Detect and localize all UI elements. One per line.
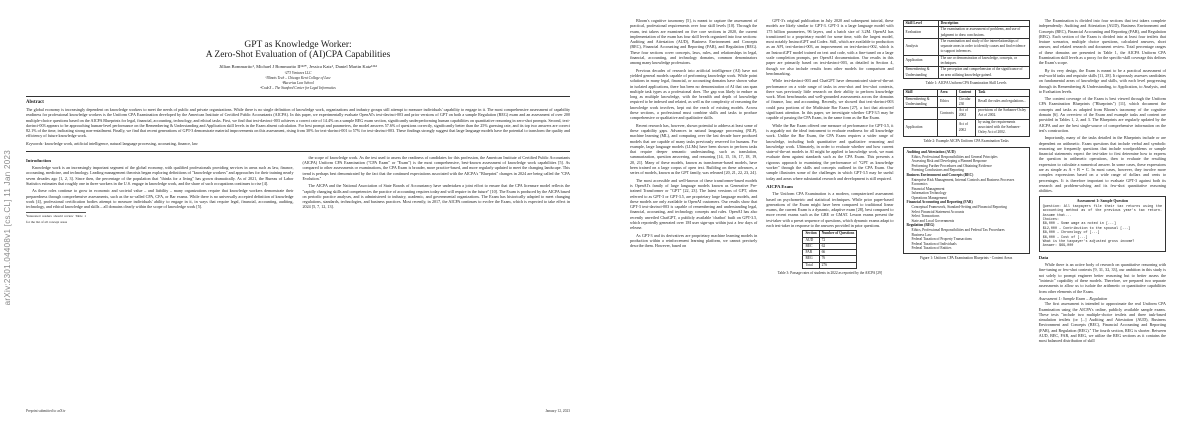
- blueprint-item: Assessing Risk and Developing a Planned Response: [911, 159, 987, 164]
- arxiv-stamp: arXiv:2301.04408v1 [cs.CL] 11 Jan 2023: [3, 150, 12, 306]
- table-cell: Total: [803, 262, 819, 268]
- section-heading-introduction: Introduction: [26, 157, 51, 163]
- table-example-tasks: [903, 89, 1030, 136]
- affiliation: ¹273 Ventures LLC: [284, 71, 312, 75]
- table-header: Skill Level: [903, 21, 938, 27]
- table-cell: AUD: [803, 237, 819, 243]
- table-cell: Recall the rules and regulations...: [976, 96, 1030, 108]
- table-cell: The examination and study of the interrelationships of separate areas in order to identify causes and find evidence to support inferences.: [938, 38, 1029, 55]
- table-cell: Act of 2002: [956, 119, 975, 136]
- abstract-heading: Abstract: [26, 100, 44, 105]
- table-cell: Ethics: [938, 96, 957, 108]
- table-caption: Table 3: Passage rates of students in 2022 as reported by the AICPA [29]: [777, 271, 883, 276]
- blueprint-group-title: Financial Accounting and Reporting (FAR): [906, 200, 973, 205]
- preprint-label: Preprint submitted to arXiv: [26, 409, 66, 413]
- question-text: All taxpayers file their tax returns using the accounting method as of the previous year's tax return. Assume that...: [1042, 204, 1162, 218]
- table-cell: 66: [819, 250, 857, 256]
- blueprint-group-title: Regulation (REG): [906, 223, 935, 228]
- paragraph: Previous decades of research into artificial intelligence (AI) have not yielded general models capable of performing knowledge work. While point solutions in many legal, financial, or accounting domains have shown value in isolated applications, there has been no demonstration of AI that can span multiple task types as a professional does. The gap was likely to endure as long as multiple knowledge, with the breadth and depth of knowledge required to be indexed and related, as well as the complexity of reasoning the knowledge work involves, kept out the reach of existing models. Across these sections, a professional must combine skills and tasks to produce comprehensive or qualitative and qualitative skills.: [630, 67, 758, 121]
- paragraph: The content coverage of the Exam is best viewed through the Uniform CPA Examination Blueprints ("Blueprints") [11], which document the concepts and tasks as adapted from Bloom's taxonomy of the cognitive domain [6]. An overview of the Exam and example tasks and content are provided in Tables 1, 2, and 3. The Blueprints are regularly updated by the AICPA and are the best single-source of comprehensive information on the test's construction.: [1038, 96, 1166, 133]
- table-header: Section: [803, 231, 819, 237]
- table-row: [903, 55, 1029, 67]
- choices-label: Choices:: [1042, 218, 1060, 223]
- paragraph: the scope of knowledge work. As the test used to assess the readiness of candidates for this profession, the American Institute of Certified Public Accountants (AICPA) Uniform CPA Examination ("CPA Exam" or "Exam") is the most comprehensive, best-known assessment of knowledge work capabilities [5]. As compared to other assessments or examinations, the CPA Exam is broader, more practice-based, and more regularly updated to meet the changing landscape. This trend is perhaps best demonstrated by the fact that the continued expectations associated with the AICPA's "Blueprint" changes in 2024 are being called the "CPA Evolution.": [302, 154, 570, 181]
- assessment-sample-box: [1039, 196, 1166, 252]
- blueprint-item: Operations Management: [911, 195, 947, 200]
- column-left: [26, 155, 294, 225]
- keywords: [26, 141, 570, 146]
- blueprint-item: Business Law: [911, 232, 932, 237]
- body-columns: [26, 155, 570, 225]
- blueprint-item: Financial Management: [911, 186, 945, 191]
- blueprint-item: Ethics, Professional Responsibilities and Federal Tax Procedures: [911, 228, 1005, 233]
- body-columns: [630, 18, 1166, 346]
- blueprint-content-areas-box: [903, 147, 1030, 254]
- paragraph: Knowledge work is an increasingly important segment of the global economy, with qualified professionals providing services in areas such as law, finance, accounting, medicine, and technology. Leading management theorists began exploring definitions of "knowledge workers" and approaches for their training nearly seven decades ago [1, 2, 3]. Since then, the percentage of the population that "thinks for a living" has grown dramatically. As of 2021, the Bureau of Labor Statistics estimates that roughly one in three workers in the U.S. engage in knowledge work, and the share of such occupations continues to rise [4].: [26, 165, 294, 186]
- table-row: [903, 38, 1029, 55]
- table-passage-rates: [802, 230, 857, 269]
- blueprint-item: Information Technology: [911, 191, 947, 196]
- table-header: Area: [938, 90, 957, 96]
- table-row: [903, 96, 1029, 108]
- followup-question: What is the taxpayer's adjusted gross income?: [1042, 240, 1135, 245]
- table-cell: Act of 2002: [956, 108, 975, 120]
- table-cell: BEC: [803, 243, 819, 249]
- choice: $8,000 – Chronology of [...]: [1042, 231, 1100, 236]
- paragraph: Recent research has, however, shown potential to address at least some of these capability gaps. Advances in natural language processing (NLP), machine learning (ML), and computing over the last decade have produced models that are capable of many tasks previously reserved for humans. For example, large language models (LLMs) have been shown to perform tasks that require deeper semantic understanding, such as translation, summarization, question answering, and reasoning [14, 15, 16, 17, 18, 19, 20, 21]. Many of these models, known as transformer-based models, have been trained on a large corpus of open text. Building on these advances, a series of models, known as the GPT family, was released [20, 21, 22, 23, 24].: [630, 122, 758, 176]
- blueprint-item: Economics: [911, 182, 928, 187]
- blueprint-item: Federal Taxation of Property Transactions: [911, 237, 972, 242]
- paragraph: Importantly, many of the tasks detailed in the Blueprints include or are dependent on arithmetic. Exam questions that include verbal and symbolic reasoning are frequently questions that include wordproblems or sample financial statements expect the test-taker to first determine how to express the question in arithmetic operations, then to evaluate the resulting expression to calculate a numerical answer. In some cases, these expressions are as simple as A + B = C. In most cases, however, they involve more complex expressions based on a wide range of dollars and cents to percentages. It is therefore important to evaluate GPT-3 against both its research and problem-solving and its few-shot quantitative reasoning abilities.: [1038, 135, 1166, 194]
- paragraph: The first assessment is intended to approximate the real Uniform CPA Examination using the AICPA's online, publicly available sample exams. These tests "include two multiple-choice testlets and three task-based simulation testlets (or [...] Auditing and Attestation (AUD), Business Environment and Concepts (BEC), Financial Accounting and Reporting (FAR), and Regulation (REG)." The fourth section, REG is shorter. Between AUD, BEC, FAR, and REG, we utilize the REG sections as it contains the most balanced distribution of skill: [1038, 301, 1166, 344]
- blueprint-item: Performing Further Procedures and Obtaining Evidence: [911, 163, 992, 168]
- blueprint-item: State and Local Governments: [911, 218, 955, 223]
- table-cell: Remembering & Understanding: [903, 67, 938, 79]
- figure-caption: Figure 1: Uniform CPA Examination Blueprints - Content Areas: [919, 256, 1013, 260]
- table-cell: 276: [819, 262, 857, 268]
- table-row: [903, 119, 1029, 136]
- table-caption: Table 2: Example AICPA Uniform CPA Examination Tasks: [923, 138, 1009, 143]
- question-block: [1043, 205, 1162, 249]
- table-cell: Analysis: [903, 38, 938, 55]
- paragraph: The most accessible and well-known of these transformer-based models is OpenAI's family of large language models known as Generative Pre-trained Transformer or "GPT" [22, 23]. The latest versions of GPT, often referred to as GPT-3 or GPT-3.5, are proprietary large language models, and these models are only available to OpenAI customers. Our results show that GPT-3 text-davinci-003 is capable of remembering and understanding legal, financial, accounting, and technology concepts and rules. OpenAI has also recently unveiled ChatGPT, a publicly available 'chatbot' built on GPT-3.5, which reportedly generated over 1M user sign-ups within just a few days of release.: [630, 177, 758, 231]
- table-cell: 76: [819, 256, 857, 262]
- table-cell: Evaluation: [903, 27, 938, 39]
- section-heading-aicpa-exam: AICPA Exam: [766, 183, 793, 189]
- table-cell: 62: [819, 243, 857, 249]
- affiliation: ²Illinois Tech – Chicago Kent College of Law: [265, 76, 331, 80]
- table-cell: The perception and comprehension of the significance of an area utilizing knowledge gained.: [938, 67, 1029, 79]
- table-skill-levels: [903, 20, 1030, 79]
- blueprint-group-title: Business Environment and Concepts (BEC): [906, 172, 974, 177]
- blueprint-heading: Auditing and Attestation (AUD): [906, 149, 956, 154]
- table-row: [903, 108, 1029, 120]
- blueprint-item: Conceptual Framework, Standard-Setting and Financial Reporting: [911, 205, 1007, 210]
- table-cell: The use or demonstration of knowledge, concepts, or techniques.: [938, 55, 1029, 67]
- abstract-text: The global economy is increasingly dependent on knowledge workers to meet the needs of public and private organizations. While there is no single definition of knowledge work, organizations and industry groups still attempt to measure individuals' capability to engage in it. The most comprehensive assessment of capability readiness for professional knowledge workers is the Uniform CPA Examination developed by the American Institute of Certified Public Accountants (AICPA). In this paper, we experimentally evaluate OpenAI's text-davinci-003 and prior versions of GPT on both a sample Regulation (REG) exam and an assessment of over 200 multiple-choice questions based on the AICPA Blueprints for legal, financial, accounting, technology, and ethical tasks. First, we find that text-davinci-003 achieves a correct rate of 14.4% on a sample REG exam section, significantly underperforming human capabilities on quantitative reasoning in zero-shot prompts. Second, text-davinci-003 appears to be approaching human-level performance on the Remembering & Understanding and Application skill levels in the Exam absent calculation. For best prompt and parameters, the model answers 57.6% of questions correctly, significantly better than the 25% guessing rate, and its top two answers are correct 82.1% of the time, indicating strong non-entailment. Finally, we find that recent generations of GPT-3 demonstrate material improvements on this assessment, rising from 30% for text-davinci-001 to 57% for text-davinci-003. These findings strongly suggest that large language models have the potential to transform the quality and efficiency of future knowledge work.: [26, 107, 570, 139]
- paragraph: While there is an active body of research on quantitative reasoning with fine-tuning or few-shot contexts [9, 31, 32, 33], our ambition in this study is not solely to prompt engineer better reasoning but to better assess the "intrinsic" capability of these models. Therefore, we prepared two separate assessments to allow us to isolate the arithmetic or quantitative capabilities from other elements of the Exam.: [1038, 262, 1166, 294]
- paper-title: GPT as Knowledge Worker: A Zero-Shot Evaluation of (AI)CPA Capabilities: [205, 40, 391, 60]
- paragraph: As GPT-3 and its derivatives are proprietary machine learning models in production within a reinforcement learning platform, we cannot precisely describe them. However, based on: [630, 232, 758, 249]
- preprint-date: January 12, 2023: [545, 409, 570, 413]
- choice: $6,000 – Cost of [...]: [1042, 235, 1088, 240]
- section-heading-data: Data: [1038, 254, 1049, 260]
- divider: [26, 151, 570, 152]
- blueprint-item: Federal Taxation of Entities: [911, 246, 952, 251]
- keywords-label: Keywords:: [26, 140, 44, 146]
- table-cell: The examination or assessment of problems, and use of judgment to draw conclusions.: [938, 27, 1029, 39]
- blueprint-item: Select Transactions: [911, 214, 940, 219]
- question-label: Question:: [1042, 204, 1062, 209]
- paragraph: The Uniform CPA Examination is a modern, computerized assessment based on psychometric and statistical techniques. While prior paper-based generations of the Exam might have been compared to traditional linear exams, the current Exam is a dynamic, adaptive exam [28], best compared to more recent exams such as the GRE or GMAT. Lesson exams present the test-taker with a preset sequence of questions, which dynamic exams adapt to each test-taker in response to the answers provided in prior questions.: [766, 191, 894, 228]
- table-row: [803, 262, 857, 268]
- affiliation: ⁴CodeX – The Stanford Center for Legal Informatics: [260, 86, 336, 90]
- blueprint-item: Select Financial Statement Accounts: [911, 209, 965, 214]
- column-right: [903, 18, 1030, 346]
- table-cell: [903, 108, 938, 120]
- keywords-list: knowledge work, artificial intelligence, natural language processing, accounting, finance, law: [44, 140, 198, 146]
- paragraph: While the Bar Exam offered one measure of performance for GPT-3.5, it is arguably not the ideal instrument to evaluate readiness for all knowledge work. Unlike the Bar Exam, the CPA Exam requires a wider range of knowledge, including both quantitative and qualitative reasoning and knowledge work. Ultimately, in order to evaluate whether and how current state-of-the-art models in AI might be applied to knowledge work, we must evaluate them against standards such as the CPA Exam. This presents a rigorous approach to examining the performance of "GPT as knowledge worker" through the skills and concepts outlined in the CPA Exam. Our sample illustrates some of the challenges in which GPT-3.5 may be useful today and areas where substantial research and development is still required.: [766, 122, 894, 181]
- blueprint-item: Enterprise Risk Management, Internal Controls and Business Processes: [911, 177, 1015, 182]
- table-cell: Remembering & Understanding: [903, 96, 938, 108]
- blueprint-item: Federal Taxation of Individuals: [911, 241, 957, 246]
- table-header: Skill: [903, 90, 938, 96]
- affiliation: ³Bucerius Law School: [282, 81, 314, 85]
- table-row: [903, 27, 1029, 39]
- column-middle: [303, 155, 571, 225]
- assessment-heading: Assessment 1: Sample Question: [1076, 198, 1128, 203]
- paragraph: GPT-3's original publication in July 2020 and subsequent tutorial, these models are likely similar to GPT-3. GPT-3 is a large language model with 175 billion parameters, 96 layers, and a batch size of 3.2M. OpenAI has transitioned to a proprietary model for some time, with the largest model, most notably InstructGPT and Codex. Still, which are available to production as an API, text-davinci-003, an improvement on text-davinci-002, which is an InstructGPT model trained on text and code, with a fine-tuned on a large scale completion prompts, per OpenAI documentation. Our results in this paper are primarily based on text-davinci-003, as detailed in Section 4, though we also include results from other models for comparison and benchmarking.: [766, 18, 894, 76]
- table-header: Number of Questions: [819, 231, 857, 237]
- column-far-right: [1039, 18, 1166, 346]
- paragraph: The AICPA and the National Association of State Boards of Accountancy have undertaken a joint effort to ensure that the CPA licensure model reflects the "rapidly changing skills and competencies the practice of accounting requires today and will require in the future" [10]. The Exam is produced by the AICPA based on periodic practice analyses, and is administered to industry, academic, and governmental organizations. The Exam has historically adapted to meet changing regulations, standards, technologies, and business practices. Most recently, in 2017, the AICPA continues to evolve the Exam, which is expected to take effect in 2024 [5, 7, 12, 13].: [302, 183, 570, 210]
- paragraph: Bloom's cognitive taxonomy [5], is meant to capture the assessment of practical, professional requirements over four skill levels [10]. Through the exam, test takers are examined on five core sections in 2020, the current implementation of the exam has four skill levels organized into four sections: Auditing and Attestation (AUD), Business Environment and Concepts (BEC), Financial Accounting and Reporting (FAR), and Regulation (REG). These four sections cover concepts, laws, rules, and relationships in legal, financial, accounting, and technology domains, common denominators among many knowledge professions.: [630, 18, 758, 66]
- table-caption: Table 1: AICPA Uniform CPA Examination Skill Levels: [925, 80, 1007, 85]
- choice: $12,000 – Contribution to the spousal [...]: [1042, 226, 1131, 231]
- footnote: ¹Interested readers should review Table 1 for the list of all concept areas: [26, 214, 86, 224]
- page-2: [596, 0, 1192, 421]
- column-middle: [766, 18, 893, 346]
- table-cell: [938, 119, 957, 136]
- divider: [26, 96, 570, 97]
- paragraph: The Examination is divided into four sections that test takers complete independently: Auditing and Attestation (AUD), Business Environment and Concepts (BEC), Financial Accounting and Reporting (FAR), and Regulation (REG). Each section of the Exam is divided into at least four testlets that feature scenarios, multiple choice questions, calculated answers, short answer, and related research and document review. Total percentage ranges of these domains are presented in Table 1, the AICPA Uniform CPA Examination skill levels as a proxy for the specific-skill coverage this defines the Exam's scope.: [1038, 18, 1166, 66]
- page-footer: [26, 409, 570, 413]
- answer-label: Answer:: [1042, 244, 1057, 249]
- paragraph: As these roles continue to grow in economic and societal value – and liability – many organizations require that knowledge workers demonstrate their preparedness through comprehensive assessments, such as the so-called CPA, CFA, or Bar exams. While there is no universally accepted definition of knowledge work [4], professional certification bodies attempt to measure individuals' ability to engage in it, in ways that require legal, financial, accounting, auditing, technology, and ethical knowledge and skills – all domains clearly within the scope of knowledge work [5].: [26, 188, 294, 210]
- choice: $8,000 – Some wage as noted in [...]: [1042, 222, 1116, 227]
- table-cell: REG: [803, 256, 819, 262]
- table-cell: by using the requirements associated with the Sarbanes-Oxley Act of 2002.: [976, 119, 1030, 136]
- table-cell: provisions of the Sarbanes-Oxley Act of 2002.: [976, 108, 1030, 120]
- table-header-row: [803, 231, 857, 237]
- table-header: Description: [938, 21, 1029, 27]
- table-header: Task: [976, 90, 1030, 96]
- paragraph: While text-davinci-003 and ChatGPT have demonstrated state-of-the-art performance on a wide range of tasks in zero-shot and few-shot contexts, there was previously little research on their ability to perform knowledge work. Most benchmarks and well-grounded assessments across the domains of finance, law, and accounting. Recently, we showed that text-davinci-003 could pass portions of the Multistate Bar Exam [27], a fact that attracted significant attention. In this paper, we investigate whether GPT-3.5 may be capable of passing the CPA Exam, in the same form as the Bar Exam.: [766, 78, 894, 121]
- blueprint-item: Forming Conclusions and Reporting: [911, 168, 964, 173]
- paragraph: By its very design, the Exam is meant to be a practical assessment of real-world tasks and requisite skills [11, 28]. It rigorously assesses candidates on fundamental areas of knowledge and skills, with each level progressing through its Remembering & Understanding, to Application, to Analysis, and to Evaluation levels.: [1038, 67, 1166, 94]
- table-cell: Application: [903, 119, 938, 136]
- answer-value: $69,000: [1059, 244, 1074, 249]
- affiliation-list: [26, 71, 570, 91]
- table-row: [903, 67, 1029, 79]
- subsection-heading: Assessment 1: Sample Exam – Regulation: [1038, 295, 1108, 301]
- column-left: [630, 18, 757, 346]
- table-cell: 72: [819, 237, 857, 243]
- blueprint-item: Ethics, Professional Responsibilities and General Principles: [911, 154, 998, 159]
- table-cell: Contracts: [938, 108, 957, 120]
- table-header: Content: [956, 90, 975, 96]
- table-cell: Application: [903, 55, 938, 67]
- table-cell: Circular 230: [956, 96, 975, 108]
- author-list: Jillian Bommarito¹, Michael J Bommarito II¹²³*, Jessica Katz¹, Daniel Martin Katz¹²³⁴: [219, 64, 377, 69]
- table-cell: FAR: [803, 250, 819, 256]
